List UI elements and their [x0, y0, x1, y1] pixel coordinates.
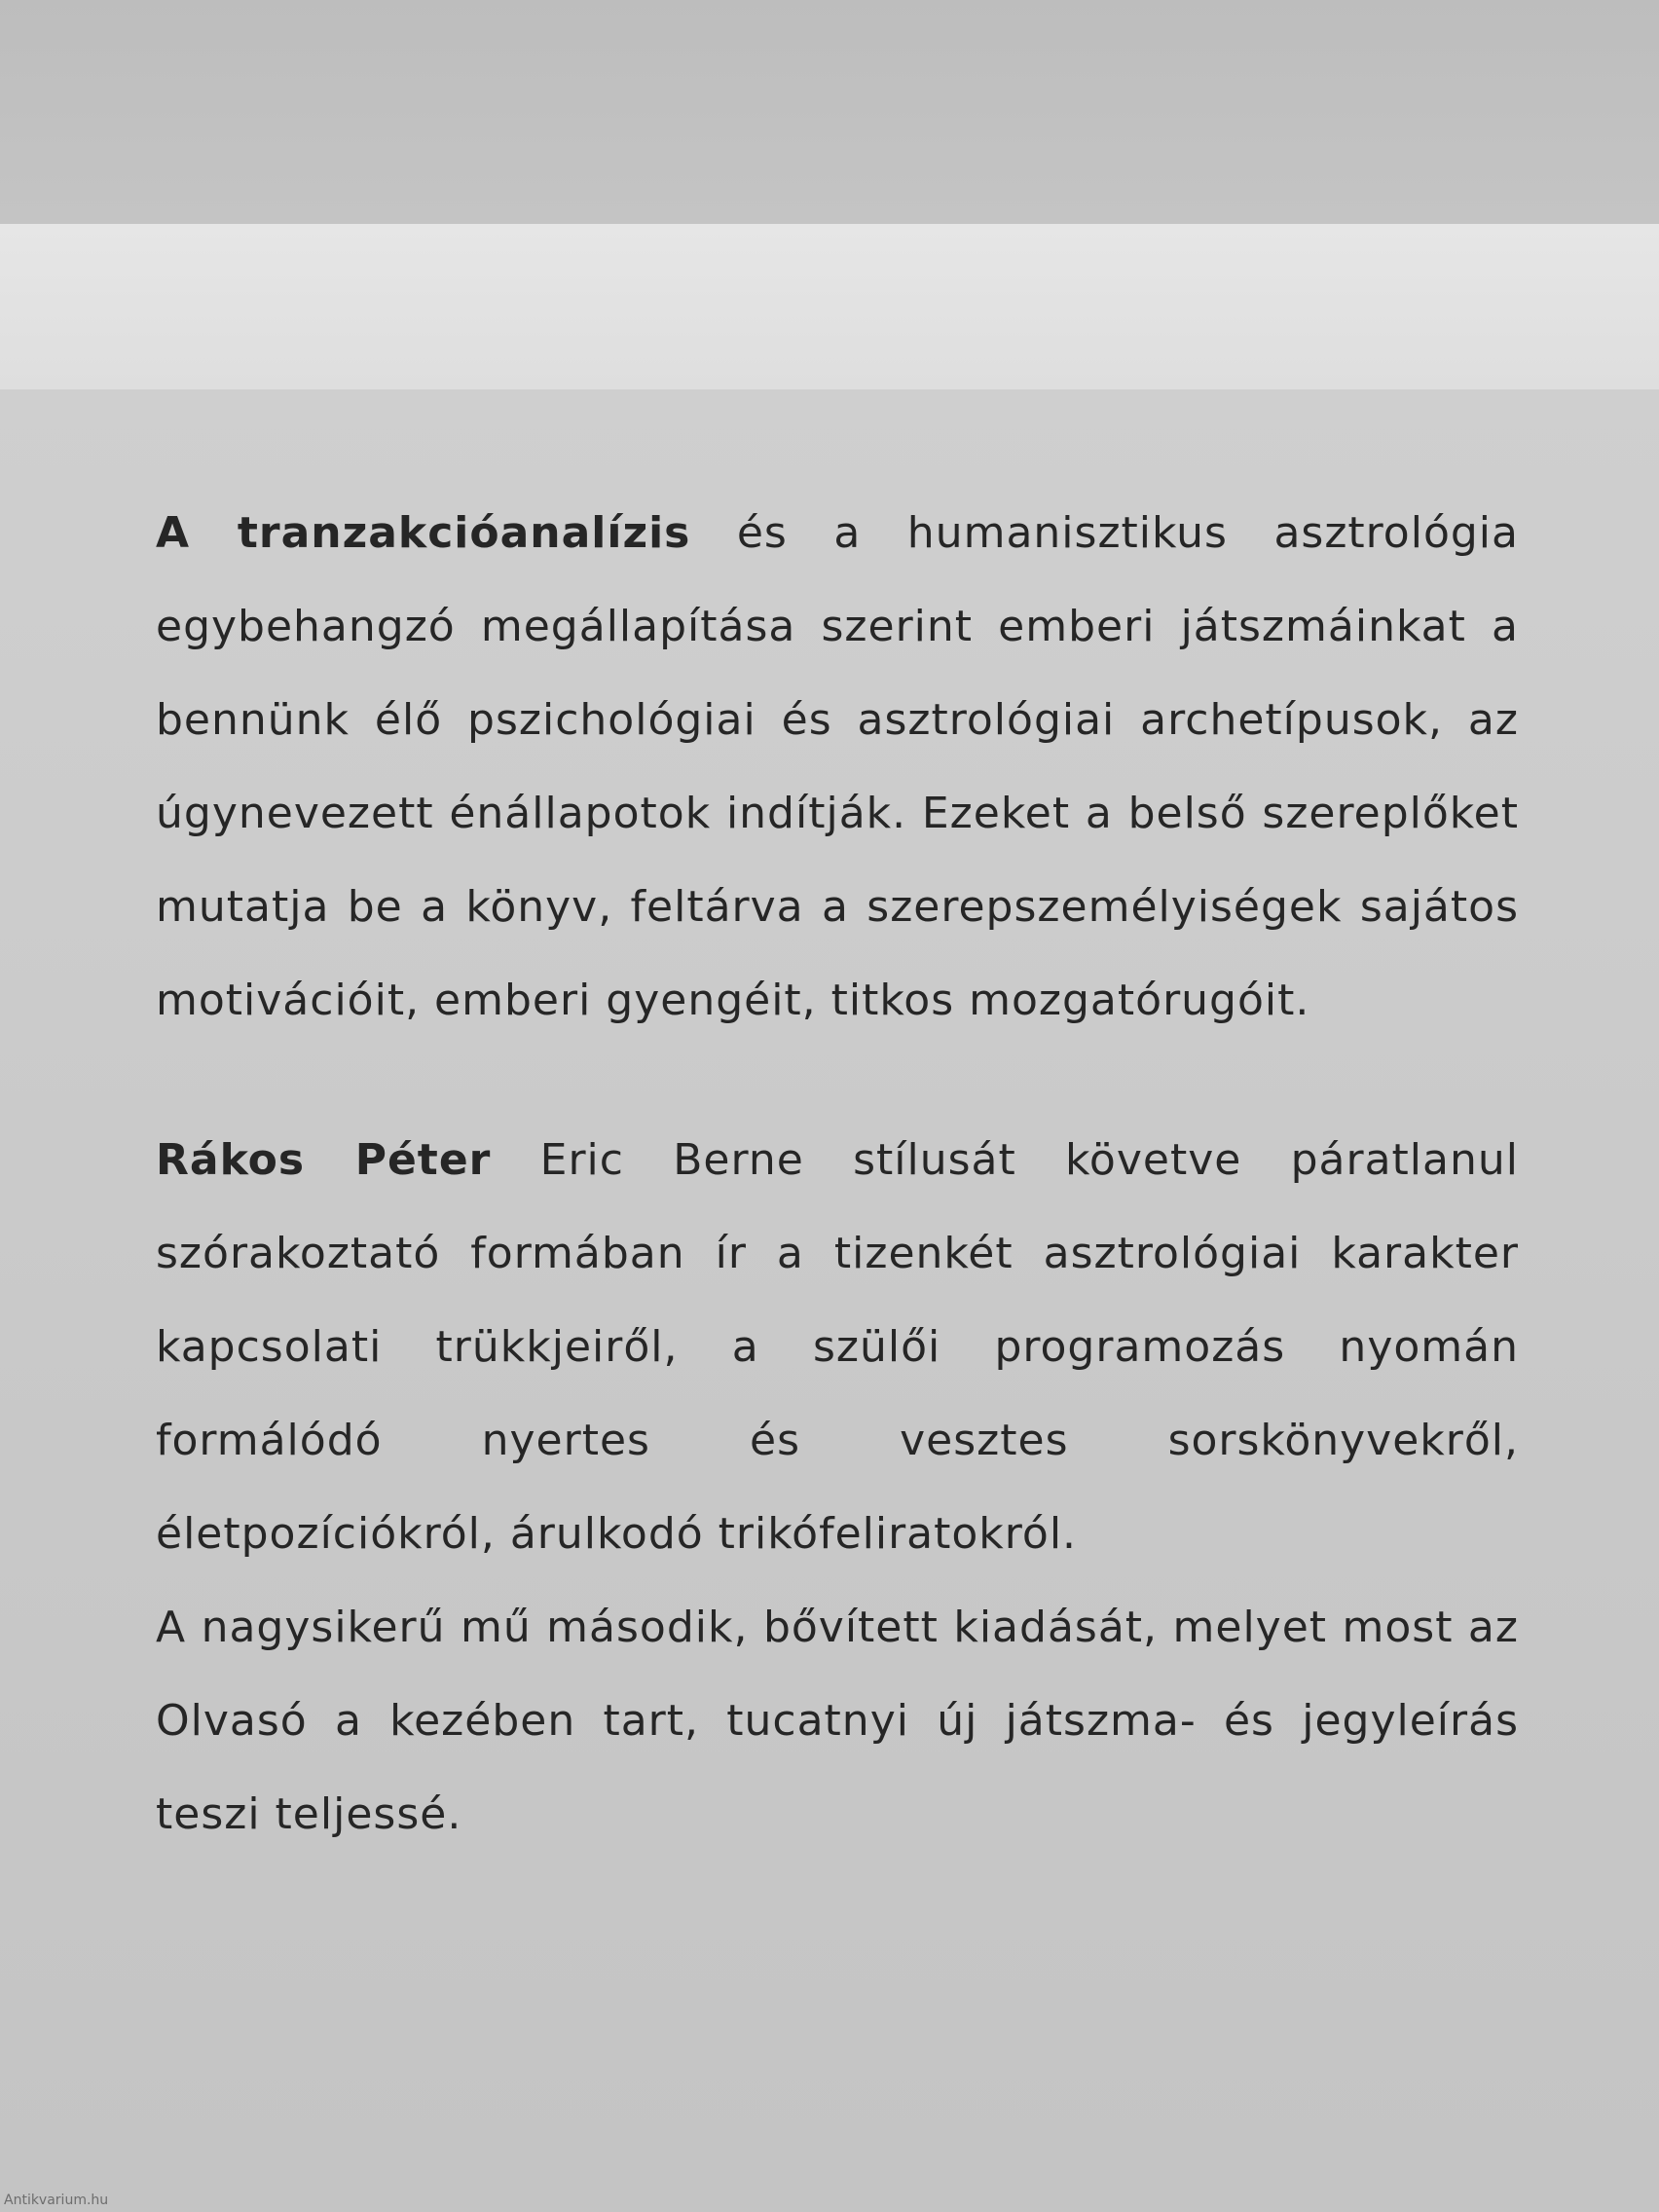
paragraph-edition-body: A nagysikerű mű második, bővített kiadását, melyet most az Olvasó a kezében tart, tucatnyi új játszma- és jegyleírás teszi teljessé. [156, 1603, 1519, 1839]
paragraph-author [156, 1114, 1519, 1581]
paragraph-author-body: Eric Berne stílusát követve páratlanul szórakoztató formában ír a tizenkét asztrológiai karakter kapcsolati trükkjeiről, a szülői programozás nyomán formálódó nyertes és vesztes sorskönyvekről, életpozíciókról, árulkodó trikófeliratokról. [156, 1135, 1519, 1559]
paragraph-intro-lead: A tranzakcióanalízis [156, 508, 691, 558]
top-band [0, 0, 1659, 224]
watermark: Antikvarium.hu [4, 2193, 109, 2208]
light-band [0, 224, 1659, 389]
paragraph-author-lead: Rákos Péter [156, 1135, 492, 1185]
back-cover-text [156, 487, 1519, 1862]
paragraph-intro-body: és a humanisztikus asztrológia egybehangzó megállapítása szerint emberi játszmáinkat a bennünk élő pszichológiai és asztrológiai archetípusok, az úgynevezett énállapotok indítják. Ezeket a belső szereplőket mutatja be a könyv, feltárva a szerepszemélyiségek sajátos motivációit, emberi gyengéit, titkos mozgatórugóit. [156, 508, 1519, 1025]
paragraph-edition [156, 1581, 1519, 1862]
paragraph-intro [156, 487, 1519, 1048]
